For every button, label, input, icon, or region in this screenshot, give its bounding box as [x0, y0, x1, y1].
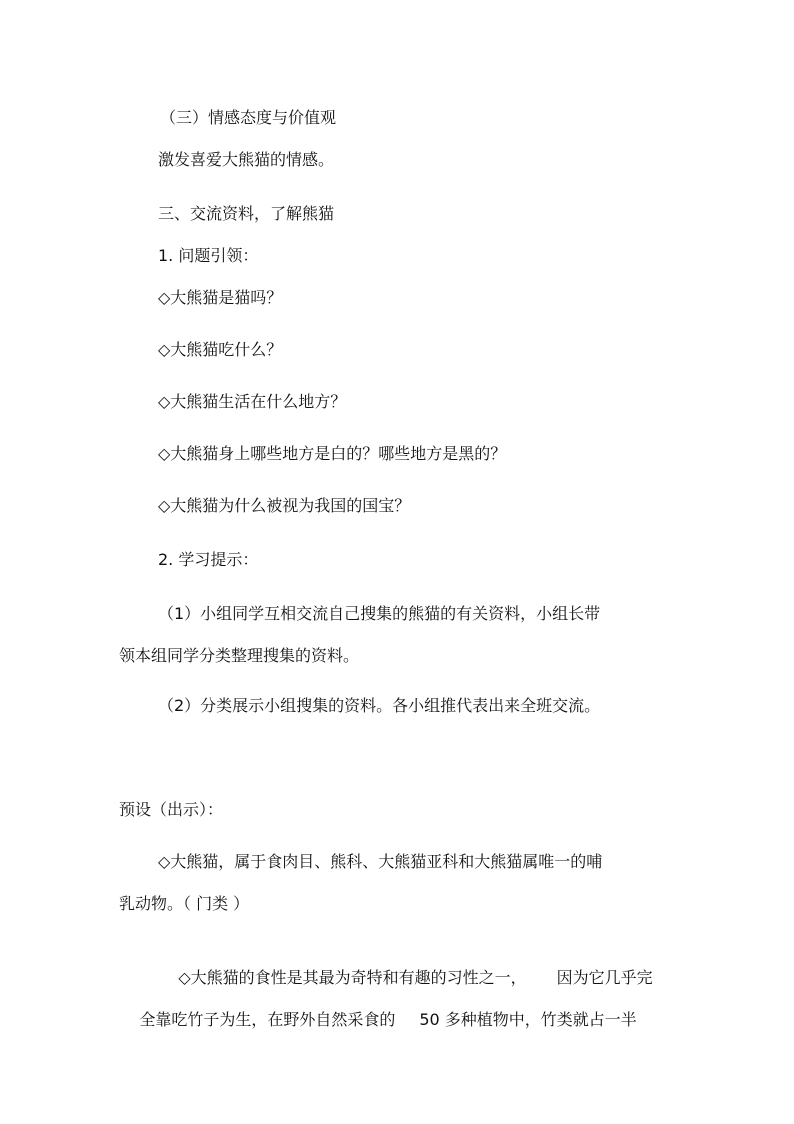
- question-item: ◇大熊猫吃什么？: [158, 340, 283, 359]
- preset-two-line-two: [119, 990, 637, 1050]
- preset-two-line-two-part-b: 50 多种植物中，竹类就占一半: [419, 1010, 637, 1029]
- preset-one-line-two: 乳动物。（ 门类 ）: [119, 894, 250, 913]
- preset-two-line-two-part-a: 全靠吃竹子为生，在野外自然采食的: [139, 1010, 396, 1029]
- part-three-heading: 三、交流资料，了解熊猫: [158, 204, 335, 223]
- question-item: ◇大熊猫生活在什么地方？: [158, 392, 347, 411]
- preset-two-line-one-part-a: ◇大熊猫的食性是其最为奇特和有趣的习性之一，: [178, 968, 527, 987]
- preset-two-line-one-part-b: 因为它几乎完: [556, 968, 653, 987]
- question-item: ◇大熊猫身上哪些地方是白的？哪些地方是黑的？: [158, 444, 507, 463]
- emotion-goal-text: 激发喜爱大熊猫的情感。: [158, 150, 335, 169]
- preset-one-line-one: ◇大熊猫，属于食肉目、熊科、大熊猫亚科和大熊猫属唯一的哺: [158, 852, 603, 871]
- tip-one-line-one: （1）小组同学互相交流自己搜集的熊猫的有关资料，小组长带: [158, 604, 601, 623]
- preset-heading: 预设（出示）：: [119, 800, 224, 819]
- tip-one-line-two: 领本组同学分类整理搜集的资料。: [119, 646, 360, 665]
- tip-two: （2）分类展示小组搜集的资料。各小组推代表出来全班交流。: [158, 696, 601, 715]
- question-lead: 1. 问题引领：: [158, 246, 259, 265]
- question-item: ◇大熊猫是猫吗？: [158, 288, 283, 307]
- section-heading: （三）情感态度与价值观: [160, 108, 337, 127]
- question-item: ◇大熊猫为什么被视为我国的国宝？: [158, 496, 411, 515]
- study-tip-heading: 2. 学习提示：: [158, 550, 259, 569]
